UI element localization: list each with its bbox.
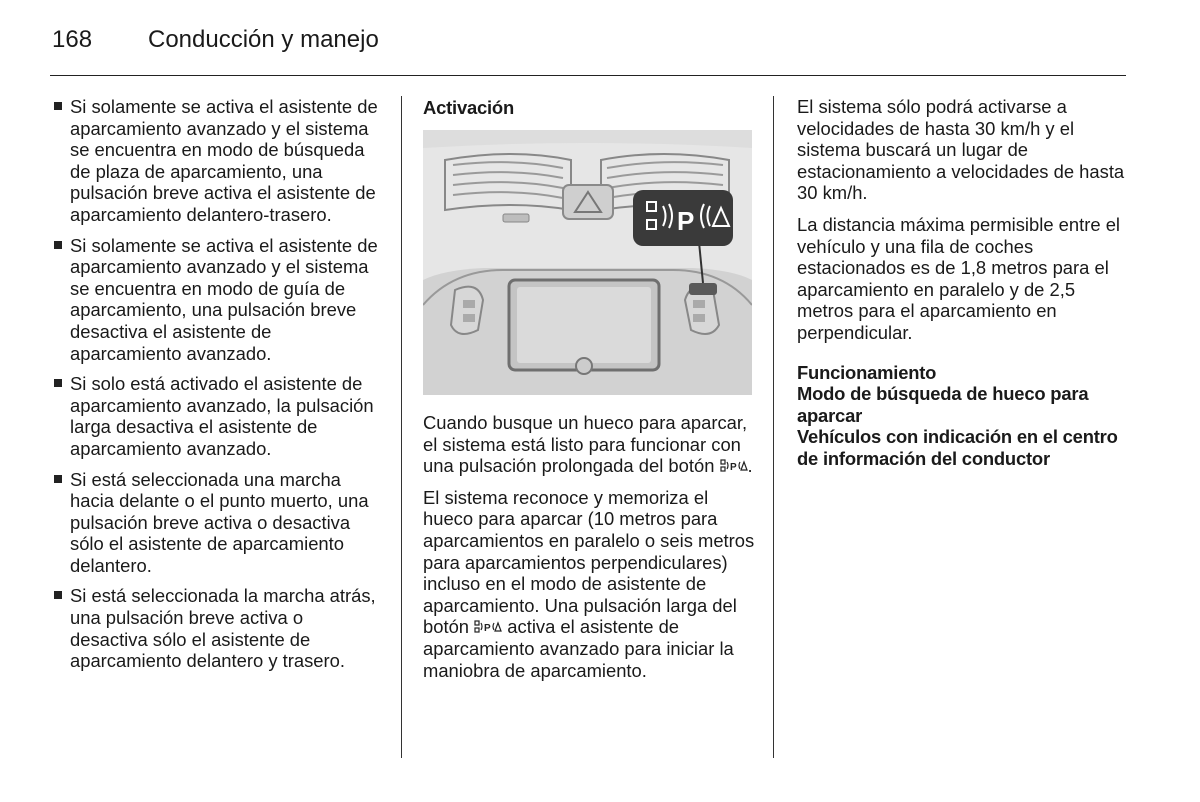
bullet-square-icon	[54, 379, 62, 387]
bullet-square-icon	[54, 475, 62, 483]
list-item	[52, 469, 382, 577]
header-rule	[50, 75, 1126, 76]
page-header	[52, 26, 379, 56]
list-item	[52, 373, 382, 459]
list-item	[52, 585, 382, 671]
column-divider-2	[773, 96, 774, 758]
right-column	[797, 96, 1129, 470]
svg-text:P: P	[677, 206, 695, 236]
park-assist-icon	[474, 620, 502, 633]
list-item	[52, 96, 382, 226]
activation-heading: Activación	[423, 97, 515, 118]
section-heading-operation: Funcionamiento	[797, 361, 937, 383]
dashboard-illustration	[423, 130, 752, 395]
bullet-text: Si solamente se activa el asistente de aparcamiento avanzado y el sistema se encuentra en modo de búsqueda de plaza de aparcamiento, una pulsación breve activa el asistente de aparcamiento delantero-trasero.	[70, 96, 378, 225]
chapter-title: Conducción y manejo	[148, 26, 379, 53]
bullet-text: Si está seleccionada la marcha atrás, una pulsación breve activa o desactiva sólo el asistente de aparcamiento delantero y trasero.	[70, 585, 376, 672]
middle-column-text	[423, 412, 758, 691]
bullet-square-icon	[54, 102, 62, 110]
speed-paragraph: El sistema sólo podrá activarse a velocidades de hasta 30 km/h y el sistema buscará un lugar de estacionamiento a velocidades de hasta 30 km/h.	[797, 96, 1125, 204]
bullet-text: Si está seleccionada una marcha hacia delante o el punto muerto, una pulsación breve activa o desactiva sólo el asistente de aparcamiento delantero.	[70, 468, 369, 576]
bullet-text: Si solamente se activa el asistente de aparcamiento avanzado y el sistema se encuentra en modo de guía de aparcamiento, una pulsación breve desactiva el asistente de aparcamiento avanzado.	[70, 234, 378, 364]
bullet-text: Si solo está activado el asistente de aparcamiento avanzado, la pulsación larga desactiva el asistente de aparcamiento avanzado.	[70, 373, 374, 459]
bullet-square-icon	[54, 241, 62, 249]
svg-text:P: P	[484, 623, 491, 634]
dashboard-drawing	[423, 130, 752, 395]
left-column	[52, 96, 382, 681]
page-number: 168	[52, 26, 93, 53]
park-assist-icon	[720, 459, 748, 472]
bullet-list	[52, 96, 382, 672]
bullet-square-icon	[54, 591, 62, 599]
svg-text:P: P	[729, 462, 737, 473]
activation-paragraph-1: Cuando busque un hueco para aparcar, el sistema está listo para funcionar con una pulsación prolongada del botón P .	[423, 412, 753, 477]
distance-paragraph: La distancia máxima permisible entre el vehículo y una fila de coches estacionados es de 1,8 metros para el aparcamiento en paralelo y de 2,5 metros para el aparcamiento en perpendicular.	[797, 213, 1121, 343]
section-heading-vehicles: Vehículos con indicación en el centro de información del conductor	[797, 426, 1118, 469]
section-heading-search-mode: Modo de búsqueda de hueco para aparcar	[797, 383, 1089, 426]
list-item	[52, 235, 382, 365]
column-divider-1	[401, 96, 402, 758]
activation-paragraph-2: El sistema reconoce y memoriza el hueco para aparcar (10 metros para aparcamientos en paralelo o seis metros para aparcamientos perpendiculares) incluso en el modo de asistente de aparcamiento. Una pulsación larga del botón P activa el asistente de aparcamiento avanzado para iniciar la maniobra de aparcamiento.	[423, 486, 755, 681]
